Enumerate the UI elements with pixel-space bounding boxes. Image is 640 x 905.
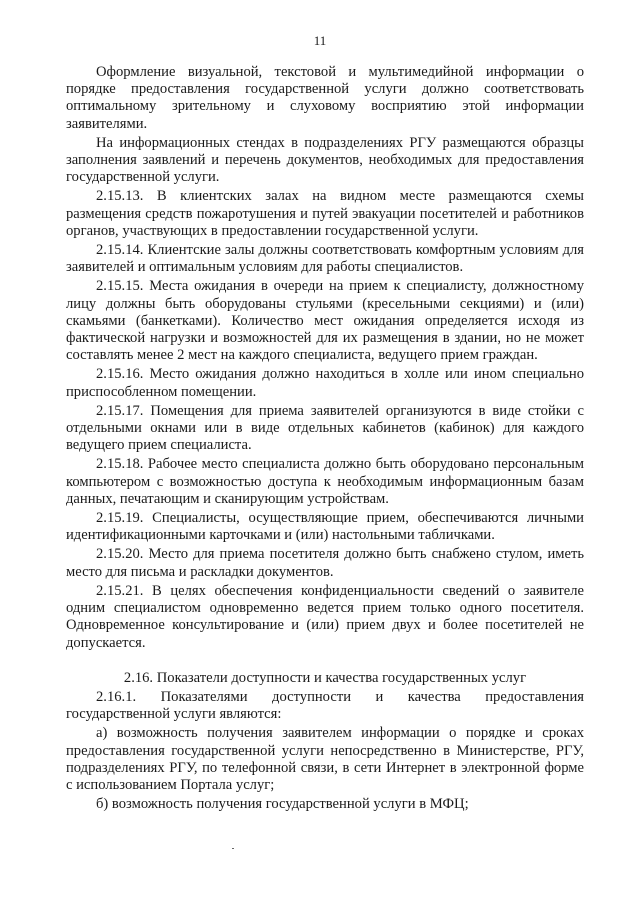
page-number: 11 [313, 33, 327, 48]
section-heading: 2.16. Показатели доступности и качества государственных услуг [123, 669, 527, 686]
paragraph: а) возможность получения заявителем информации о порядке и сроках предоставления государственной услуги непосредственно в Министерстве, РГУ, подразделениях РГУ, по телефонной связи, в сети Интернет в электронной форме с использованием Портала услуг; [66, 725, 584, 793]
paragraph: Оформление визуальной, текстовой и мультимедийной информации о порядке предоставления государственной услуги должно соответствовать оптимальному зрительному и слуховому восприятию этой информации заявителями. [66, 64, 584, 132]
document-body [66, 64, 584, 813]
paragraph: 2.15.19. Специалисты, осуществляющие прием, обеспечиваются личными идентификационными карточками и (или) настольными табличками. [66, 510, 584, 544]
paragraph: 2.15.16. Место ожидания должно находиться в холле или ином специально приспособленном помещении. [66, 366, 584, 400]
paragraph: б) возможность получения государственной услуги в МФЦ; [96, 796, 469, 813]
paragraph: 2.15.14. Клиентские залы должны соответствовать комфортным условиям для заявителей и оптимальным условиям для работы специалистов. [66, 242, 584, 276]
paragraph: 2.16.1. Показателями доступности и качества предоставления государственной услуги являются: [66, 688, 584, 723]
paragraph: На информационных стендах в подразделениях РГУ размещаются образцы заполнения заявлений и перечень документов, необходимых для предоставления государственной услуги. [66, 134, 584, 186]
paragraph: 2.15.20. Место для приема посетителя должно быть снабжено стулом, иметь место для письма и раскладки документов. [66, 546, 584, 580]
paragraph: 2.15.15. Места ожидания в очереди на прием к специалисту, должностному лицу должны быть оборудованы стульями (кресельными секциями) и (или) скамьями (банкетками). Количество мест ожидания определяется исходя из фактической нагрузки и возможностей для их размещения в здании, но не может составлять менее 2 мест на каждого специалиста, ведущего прием граждан. [66, 278, 584, 364]
scan-speck [232, 848, 234, 849]
paragraph: 2.15.13. В клиентских залах на видном месте размещаются схемы размещения средств пожаротушения и путей эвакуации посетителей и работников органов, участвующих в предоставлении государственной услуги. [66, 188, 584, 239]
paragraph: 2.15.18. Рабочее место специалиста должно быть оборудовано персональным компьютером с возможностью доступа к необходимым информационным базам данных, печатающим и сканирующим устройствам. [66, 456, 584, 507]
paragraph: 2.15.17. Помещения для приема заявителей организуются в виде стойки с отдельными окнами или в виде отдельных кабинетов (кабинок) для каждого ведущего прием специалиста. [66, 402, 584, 454]
paragraph: 2.15.21. В целях обеспечения конфиденциальности сведений о заявителе одним специалистом одновременно ведется прием только одного посетителя. Одновременное консультирование и (или) прием двух и более посетителей не допускается. [66, 582, 584, 651]
